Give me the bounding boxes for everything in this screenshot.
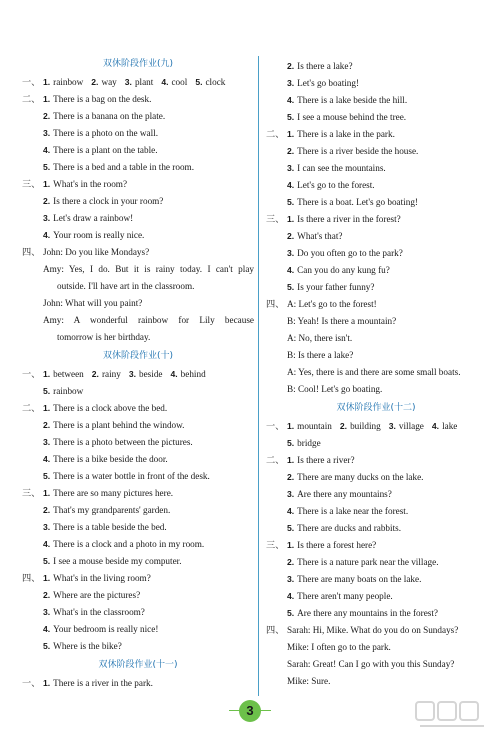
column-divider — [258, 56, 259, 696]
answer-line: 5. I see a mouse behind the tree. — [287, 112, 407, 122]
dialogue-line: B: Is there a lake? — [287, 350, 354, 360]
answer-line: 4. Your bedroom is really nice! — [43, 624, 159, 634]
answer-line: 5. There is a bed and a table in the room. — [43, 162, 194, 172]
answer-line: 3. There is a table beside the bed. — [43, 522, 167, 532]
answer-line: 一、 1. rainbow 2. way 3. plant 4. cool 5. clock — [22, 77, 226, 87]
answer-line: 三、 1. Is there a forest here? — [266, 540, 377, 550]
answer-line: 四、 1. What's in the living room? — [22, 573, 151, 583]
answer-line: 4. Your room is really nice. — [43, 230, 145, 240]
answer-line: 3. Let's go boating! — [287, 78, 360, 88]
dialogue-line: John: What will you paint? — [43, 298, 143, 308]
answer-line: 二、 1. There is a bag on the desk. — [22, 94, 152, 104]
answer-line: 4. Let's go to the forest. — [287, 180, 375, 190]
answer-line: 5. rainbow — [43, 386, 84, 396]
answer-line: 3. There are many boats on the lake. — [287, 574, 422, 584]
page-number: 3 — [239, 700, 261, 722]
answer-line: 2. Is there a clock in your room? — [43, 196, 164, 206]
answer-line: 4. There is a lake beside the hill. — [287, 95, 408, 105]
answer-line: 2. There is a river beside the house. — [287, 146, 419, 156]
answer-line: 一、 1. There is a river in the park. — [22, 678, 153, 688]
dialogue-line: A: No, there isn't. — [287, 333, 353, 343]
answer-line: 3. What's in the classroom? — [43, 607, 145, 617]
section-title: 双休阶段作业(十二) — [336, 403, 416, 413]
dialogue-line: Mike: I often go to the park. — [287, 642, 391, 652]
answer-line: 3. Do you often go to the park? — [287, 248, 403, 258]
answer-line: 2. Is there a lake? — [287, 61, 353, 71]
dialogue-line: 四、 Sarah: Hi, Mike. What do you do on Sundays? — [266, 625, 459, 635]
answer-line: 5. Are there any mountains in the forest? — [287, 608, 438, 618]
answer-line: 二、 1. Is there a river? — [266, 455, 355, 465]
answer-line: 一、 1. mountain 2. building 3. village 4. lake — [266, 421, 458, 431]
answer-line: 3. There is a photo between the pictures. — [43, 437, 193, 447]
answer-line: 5. There is a water bottle in front of the desk. — [43, 471, 210, 481]
dialogue-line: tomorrow is her birthday. — [57, 332, 151, 342]
answer-line: 5. bridge — [287, 438, 321, 448]
answer-line: 2. There is a nature park near the village. — [287, 557, 439, 567]
answer-line: 4. Can you do any kung fu? — [287, 265, 390, 275]
answer-line: 5. There are ducks and rabbits. — [287, 523, 401, 533]
answer-line: 2. There is a plant behind the window. — [43, 420, 185, 430]
dialogue-line: 四、 John: Do you like Mondays? — [22, 247, 150, 257]
dialogue-line: Mike: Sure. — [287, 676, 331, 686]
answer-line: 三、 1. What's in the room? — [22, 179, 128, 189]
right-column — [266, 58, 486, 690]
dialogue-line: A: Yes, there is and there are some small boats. — [287, 367, 461, 377]
answer-line: 4. There is a plant on the table. — [43, 145, 158, 155]
answer-line: 一、 1. between 2. rainy 3. beside 4. behind — [22, 369, 206, 379]
answer-line: 3. There is a photo on the wall. — [43, 128, 159, 138]
answer-line: 5. Is your father funny? — [287, 282, 375, 292]
left-column — [22, 54, 254, 692]
answer-line: 2. Where are the pictures? — [43, 590, 141, 600]
answer-line: 2. There is a banana on the plate. — [43, 111, 166, 121]
section-title: 双休阶段作业(十一) — [98, 660, 178, 670]
watermark-logo-icon — [414, 698, 492, 732]
answer-line: 5. There is a boat. Let's go boating! — [287, 197, 418, 207]
answer-line: 二、 1. There is a clock above the bed. — [22, 403, 168, 413]
answer-line: 三、 1. There are so many pictures here. — [22, 488, 174, 498]
answer-line: 4. There aren't many people. — [287, 591, 393, 601]
answer-line: 二、 1. There is a lake in the park. — [266, 129, 395, 139]
answer-line: 2. That's my grandparents' garden. — [43, 505, 171, 515]
dialogue-line: 四、 A: Let's go to the forest! — [266, 299, 377, 309]
answer-line: 3. Let's draw a rainbow! — [43, 213, 134, 223]
dialogue-line: Amy: A wonderful rainbow for Lily because — [43, 315, 254, 325]
answer-line: 4. There is a lake near the forest. — [287, 506, 409, 516]
answer-line: 三、 1. Is there a river in the forest? — [266, 214, 401, 224]
answer-line: 2. What's that? — [287, 231, 343, 241]
answer-line: 3. Are there any mountains? — [287, 489, 392, 499]
answer-line: 5. Where is the bike? — [43, 641, 122, 651]
dialogue-line: Amy: Yes, I do. But it is rainy today. I can't play — [43, 264, 254, 274]
dialogue-line: Sarah: Great! Can I go with you this Sunday? — [287, 659, 455, 669]
answer-line: 3. I can see the mountains. — [287, 163, 386, 173]
section-title: 双休阶段作业(九) — [102, 59, 174, 69]
answer-line: 4. There is a bike beside the door. — [43, 454, 168, 464]
dialogue-line: outside. I'll have art in the classroom. — [57, 281, 195, 291]
dialogue-line: B: Cool! Let's go boating. — [287, 384, 383, 394]
dialogue-line: B: Yeah! Is there a mountain? — [287, 316, 397, 326]
section-title: 双休阶段作业(十) — [102, 351, 174, 361]
answer-line: 4. There is a clock and a photo in my room. — [43, 539, 205, 549]
answer-line: 2. There are many ducks on the lake. — [287, 472, 424, 482]
answer-line: 5. I see a mouse beside my computer. — [43, 556, 182, 566]
